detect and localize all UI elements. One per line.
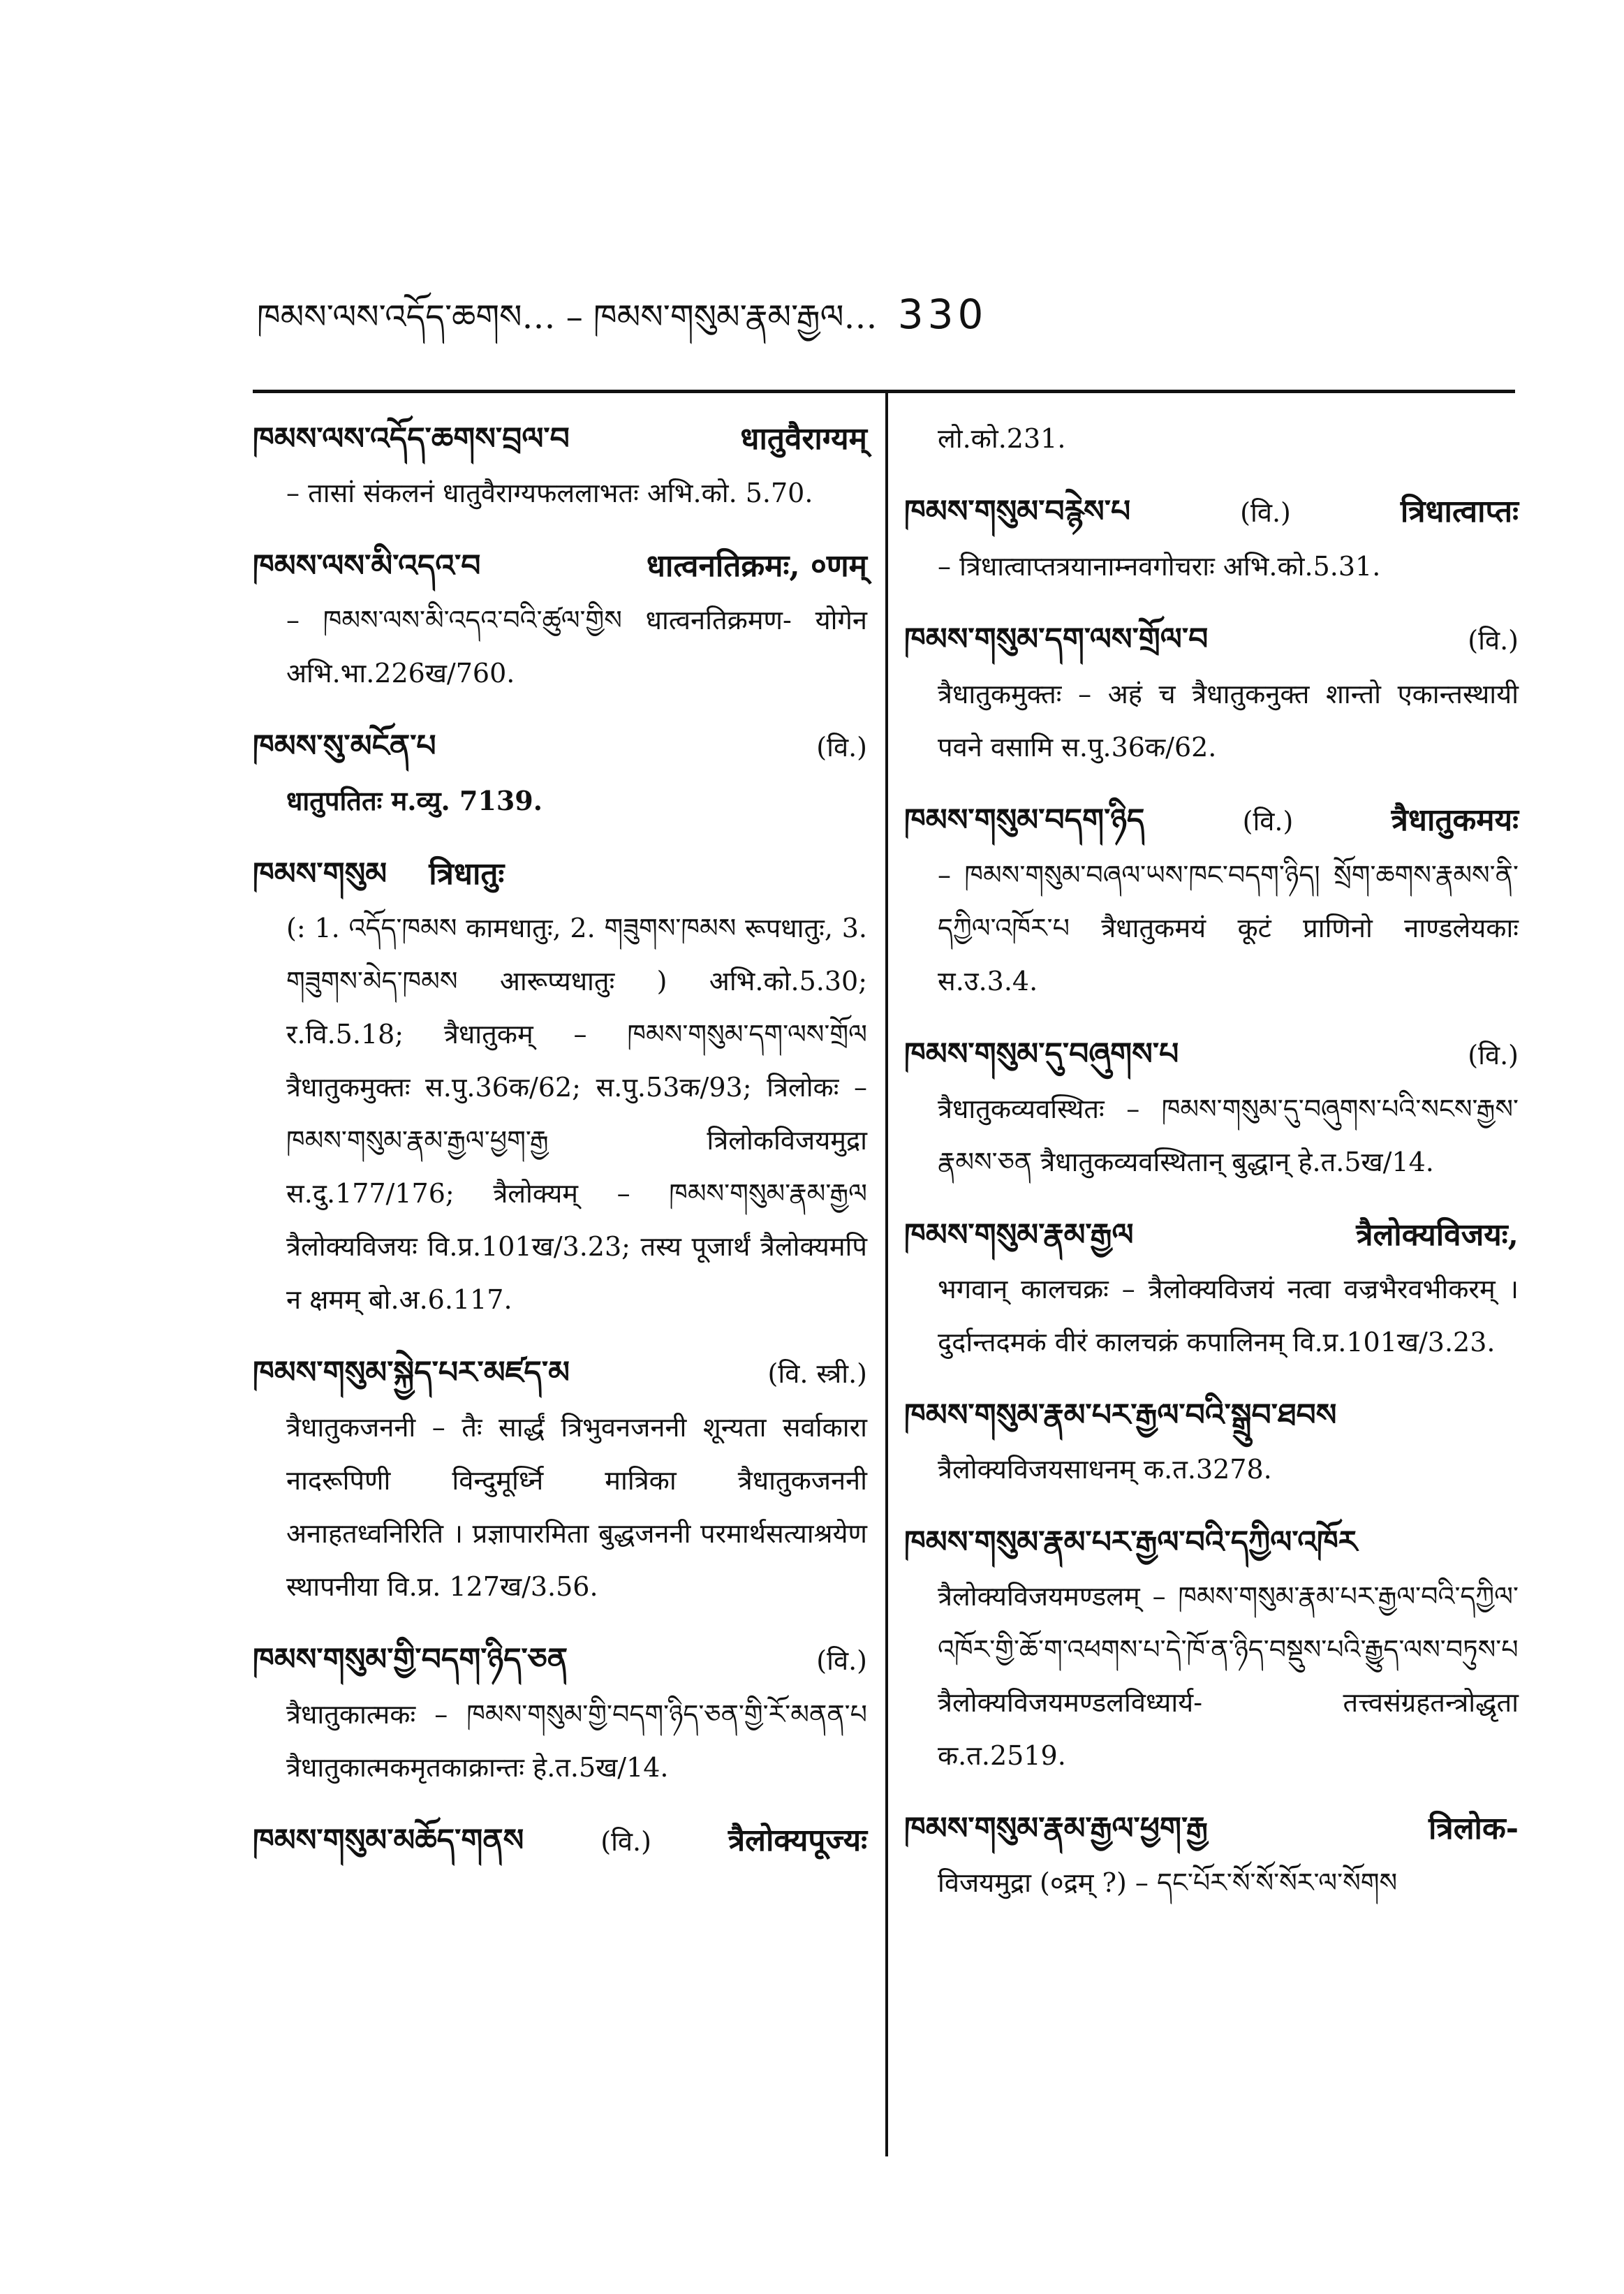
- right-column: [904, 412, 1519, 1929]
- equivalent: त्रैलोक्यविजयः,: [1356, 1217, 1519, 1253]
- equivalent: धातुवैराग्यम्: [740, 421, 867, 457]
- entry-body: – तासां संकलनं धातुवैराग्यफललाभतः अभि.को. 5.70.: [286, 478, 813, 508]
- entry-body: त्रैधातुकजननी – तैः सार्द्धं त्रिभुवनजननी शून्यता सर्वाकारा नादरूपिणी विन्दुमूर्ध्नि मात्रिका त्रैधातुकजननी अनाहतध्वनिरिति । प्रज्ञापारमिता बुद्धजननी परमार्थसत्याश्रयेण स्थापनीया वि.प्र. 127ख/3.56.: [286, 1412, 867, 1602]
- entry: [253, 1346, 867, 1613]
- headword: ཁམས་ལས་འདོད་ཆགས་བྲལ་བ: [253, 421, 570, 457]
- entry: [904, 612, 1519, 774]
- entry-body: त्रैलोक्यविजयमण्डलम् – ཁམས་གསུམ་རྣམ་པར་རྒྱལ་བའི་དཀྱིལ་འཁོར་གྱི་ཆོ་ག་འཕགས་པ་དེ་ཁོ་ན་ཉིད་བསྡུས་པའི་རྒྱུད་ལས་བཏུས་པ त्रैलोक्यविजयमण्डलविध्यार्य- तत्त्वसंग्रहतन्त्रोद्धृता क.त.2519.: [938, 1581, 1519, 1771]
- entry-body: (: 1. འདོད་ཁམས कामधातुः, 2. གཟུགས་ཁམས रूपधातुः, 3. གཟུགས་མེད་ཁམས आरूप्यधातुः ) अभि.को.5.30; र.वि.5.18; त्रैधातुकम् – ཁམས་གསུམ་དག་ལས་གྲོལ त्रैधातुकमुक्तः स.पु.36क/62; स.पु.53क/93; त्रिलोकः – ཁམས་གསུམ་རྣམ་རྒྱལ་ཕྱག་རྒྱ त्रिलोकविजयमुद्रा स.दु.177/176; त्रैलोक्यम् – ཁམས་གསུམ་རྣམ་རྒྱལ त्रैलोक्यविजयः वि.प्र.101ख/3.23; तस्य पूजार्थं त्रैलोक्यमपि न क्षमम् बो.अ.6.117.: [286, 913, 867, 1315]
- grammar-tag: (वि.): [1468, 1040, 1519, 1071]
- entry-body: विजयमुद्रा (०द्रम् ?) – དང་པོར་སོ་སོ་སོར་ལ་སོགས: [938, 1867, 1398, 1898]
- grammar-tag: (वि.): [816, 1645, 867, 1676]
- entry: [904, 412, 1519, 465]
- left-column: [253, 412, 867, 1888]
- running-header: [257, 279, 987, 374]
- headword: ཁམས་གསུམ་རྣམ་པར་རྒྱལ་བའི་སྒྲུབ་ཐབས: [904, 1397, 1337, 1433]
- headword: ཁམས་ལས་མི་འདའ་བ: [253, 548, 481, 584]
- entry: [904, 1027, 1519, 1189]
- entry: [904, 485, 1519, 593]
- header-rule: [253, 390, 1515, 393]
- entry: [904, 793, 1519, 1008]
- entry: [253, 719, 867, 828]
- headword: ཁམས་གསུམ་བདག་ཉིད: [904, 802, 1145, 838]
- entry-body: भगवान् कालचक्रः – त्रैलोक्यविजयं नत्वा वज्रभैरवभीकरम् । दुर्दान्तदमकं वीरं कालचक्रं कपालिनम् वि.प्र.101ख/3.23.: [938, 1274, 1519, 1358]
- entry-body: – त्रिधात्वाप्तत्रयानाम्नवगोचराः अभि.को.5.31.: [938, 551, 1381, 582]
- grammar-tag: (वि.): [600, 1826, 651, 1857]
- entry-body: – ཁམས་གསུམ་བཞལ་ཡས་ཁང་བདག་ཉིད། སྲོག་ཆགས་རྣམས་ནི་དཀྱིལ་འཁོར་པ त्रैधातुकमयं कूटं प्राणिनो नाण्डलेयकाः स.उ.3.4.: [938, 860, 1519, 997]
- grammar-tag: (वि.): [816, 732, 867, 763]
- headword: ཁམས་གསུམ: [253, 856, 387, 892]
- headword: ཁམས་གསུམ་དུ་བཞུགས་པ: [904, 1036, 1179, 1072]
- headword: ཁམས་གསུམ་རྣམ་རྒྱལ་ཕྱག་རྒྱ: [904, 1811, 1208, 1846]
- equivalent: धातुपतितः म.व्यु. 7139.: [286, 785, 542, 816]
- grammar-tag: (वि.): [1240, 497, 1291, 528]
- entry-body: त्रैधातुकात्मकः – ཁམས་གསུམ་གྱི་བདག་ཉིད་ཅན་གྱི་རོ་མནན་པ त्रैधातुकात्मकमृतकाक्रान्तः हे.त.5ख/14.: [286, 1699, 867, 1783]
- equivalent: त्रिधात्वाप्तः: [1400, 494, 1519, 529]
- headword: ཁམས་གསུམ་དག་ལས་གྲོལ་བ: [904, 622, 1209, 657]
- grammar-tag: (वि.): [1468, 625, 1519, 656]
- entry: [904, 1388, 1519, 1496]
- grammar-tag: (वि. स्त्री.): [767, 1358, 867, 1389]
- headword: ཁམས་སུ་མངོན་པ: [253, 728, 436, 764]
- headword: ཁམས་གསུམ་གྱི་བདག་ཉིད་ཅན: [253, 1642, 568, 1677]
- entry-body: – ཁམས་ལས་མི་འདའ་བའི་ཚུལ་གྱིས धात्वनतिक्रमण- योगेन अभि.भा.226ख/760.: [286, 605, 867, 689]
- entry: [253, 1814, 867, 1869]
- column-divider: [885, 390, 888, 2156]
- entry-body: त्रैलोक्यविजयसाधनम् क.त.3278.: [938, 1454, 1272, 1485]
- equivalent: त्रैधातुकमयः: [1391, 802, 1519, 838]
- header-range: ཁམས་ལས་འདོད་ཆགས… – ཁམས་གསུམ་རྣམ་རྒྱལ…: [257, 297, 878, 337]
- equivalent: त्रिलोक-: [1429, 1811, 1519, 1846]
- entry: [904, 1208, 1519, 1369]
- entry: [253, 1633, 867, 1794]
- grammar-tag: (वि.): [1242, 806, 1294, 837]
- headword: ཁམས་གསུམ་རྣམ་པར་རྒྱལ་བའི་དཀྱིལ་འཁོར: [904, 1524, 1358, 1560]
- entry-body: त्रैधातुकव्यवस्थितः – ཁམས་གསུམ་དུ་བཞུགས་པའི་སངས་རྒྱས་རྣམས་ཅན त्रैधातुकव्यवस्थितान् बुद्धान् हे.त.5ख/14.: [938, 1094, 1519, 1177]
- entry-body: त्रैधातुकमुक्तः – अहं च त्रैधातुकनुक्त शान्तो एकान्तस्थायी पवने वसामि स.पु.36क/62.: [938, 679, 1519, 763]
- equivalent: त्रैलोक्यपूज्यः: [728, 1823, 867, 1858]
- equivalent: त्रिधातुः: [429, 856, 505, 892]
- headword: ཁམས་གསུམ་བརྙེས་པ: [904, 494, 1131, 529]
- entry-body: लो.को.231.: [938, 423, 1066, 454]
- page-number: 330: [897, 291, 988, 338]
- headword: ཁམས་གསུམ་རྣམ་རྒྱལ: [904, 1217, 1134, 1253]
- entry: [253, 539, 867, 700]
- headword: ཁམས་གསུམ་སྐྱེད་པར་མཛད་མ: [253, 1355, 570, 1390]
- entry: [253, 847, 867, 1326]
- entry: [904, 1515, 1519, 1782]
- entry: [253, 412, 867, 520]
- headword: ཁམས་གསུམ་མཆོད་གནས: [253, 1823, 524, 1858]
- entry: [904, 1802, 1519, 1909]
- equivalent: धात्वनतिक्रमः, ०णम्: [646, 548, 867, 584]
